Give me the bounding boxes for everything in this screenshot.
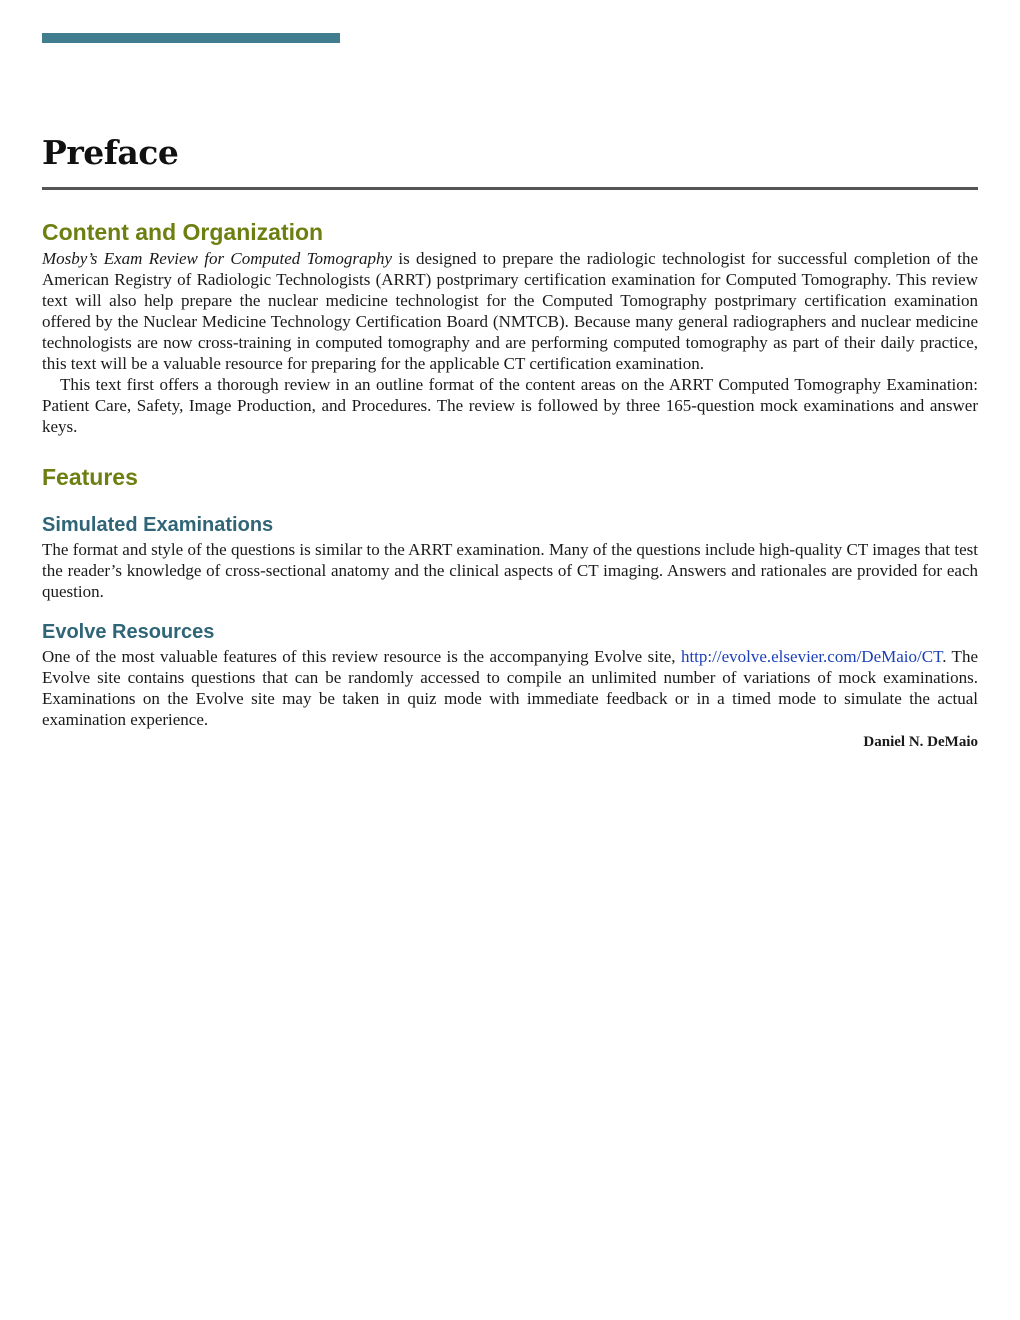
paragraph-text: is designed to prepare the radiologic technologist for successful completion of the American Registry of Radiologic Technologists (ARRT) postprimary certification examination for Computed Tomography. This review text will also help prepare the nuclear medicine technologist for the Computed Tomography postprimary certification examination offered by the Nuclear Medicine Technology Certification Board (NMTCB). Because many general radiographers and nuclear medicine technologists are now cross-training in computed tomography and are performing computed tomography as part of their daily practice, this text will be a valuable resource for preparing for the applicable CT certification examination. [42,249,979,373]
page-title: Preface [42,133,179,172]
section-heading-features: Features [42,464,138,490]
paragraph-text: One of the most valuable features of this review resource is the accompanying Evolve site, [42,647,681,666]
evolve-site-link[interactable]: http://evolve.elsevier.com/DeMaio/CT [680,647,943,666]
author-signature: Daniel N. DeMaio [863,734,978,750]
preface-content [42,214,978,752]
paragraph-simulated-examinations: The format and style of the questions is similar to the ARRT examination. Many of the questions include high-quality CT images that test the reader’s knowledge of cross-sectional anatomy and the clinical aspects of CT imaging. Answers and rationales are provided for each question. [42,540,978,601]
paragraph-content-organization-1 [42,248,978,374]
subsection-heading-evolve-resources: Evolve Resources [42,621,215,643]
paragraph-text: . The Evolve site contains questions that can be randomly accessed to compile an unlimited number of variations of mock examinations. Examinations on the Evolve site may be taken in quiz mode with immediate feedback or in a timed mode to simulate the actual examination experience. [42,647,978,729]
decorative-top-bar [42,33,340,43]
paragraph-evolve-resources [42,646,978,730]
book-title: Mosby’s Exam Review for Computed Tomography [42,249,392,268]
paragraph-content-organization-2: This text first offers a thorough review in an outline format of the content areas on the ARRT Computed Tomography Examination: Patient Care, Safety, Image Production, and Procedures. The review is followed by three 165-question mock examinations and answer keys. [42,375,978,436]
section-heading-content-organization: Content and Organization [42,219,324,245]
title-divider [42,187,978,190]
subsection-heading-simulated-examinations: Simulated Examinations [42,514,274,536]
